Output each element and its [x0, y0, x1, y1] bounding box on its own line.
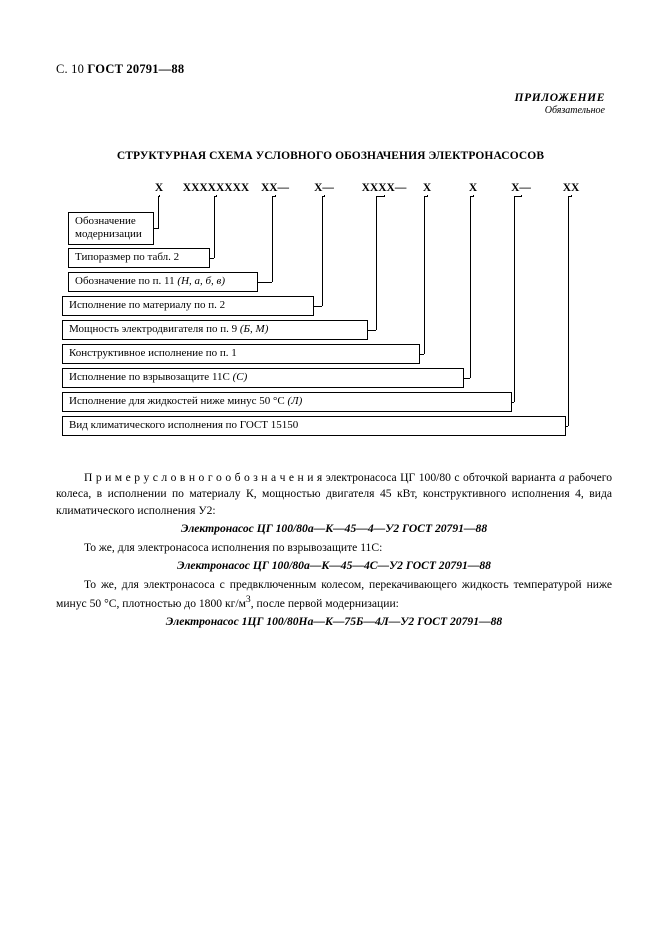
scheme-label-italic: (С) [232, 371, 248, 383]
connector-vertical [376, 196, 377, 330]
scheme-label-climatic: Вид климатического исполнения по ГОСТ 15150 [62, 416, 566, 436]
connector-vertical [424, 196, 425, 354]
appendix-block [515, 92, 605, 116]
connector-token-stub [159, 195, 160, 197]
code-token-8: Х— [511, 182, 531, 194]
connector-vertical [158, 196, 159, 229]
example-code-2: Электронасос ЦГ 100/80а—К—45—4С—У2 ГОСТ 20791—88 [177, 559, 491, 573]
example-paragraph-2: То же, для электронасоса исполнения по взрывозащите 11С: [84, 540, 383, 554]
code-token-6: Х [422, 182, 432, 194]
connector-vertical [322, 196, 323, 306]
connector-token-stub [473, 195, 474, 197]
example-lead-spaced: П р и м е р у с л о в н о г о о б о з н а ч е н и я [84, 471, 323, 484]
code-token-3: ХХ— [260, 182, 290, 194]
connector-vertical [272, 196, 273, 282]
scheme-label-line: Обозначение [75, 215, 136, 227]
scheme-label-modernization [68, 212, 154, 245]
connector-vertical [568, 196, 569, 426]
page-header [56, 62, 184, 77]
structural-scheme-diagram [56, 182, 612, 431]
connector-vertical [470, 196, 471, 378]
scheme-label-motor-power-p9: Мощность электродвигателя по п. 9 (Б, М) [62, 320, 368, 340]
scheme-label-explosion-proof: Исполнение по взрывозащите 11С (С) [62, 368, 464, 388]
scheme-label-italic: (Л) [287, 395, 303, 407]
scheme-label-material-p2: Исполнение по материалу по п. 2 [62, 296, 314, 316]
connector-vertical [214, 196, 215, 258]
code-token-1: Х [154, 182, 164, 194]
connector-token-stub [384, 195, 385, 197]
code-token-2: ХХХХХХХХ [182, 182, 250, 194]
scheme-label-low-temp: Исполнение для жидкостей ниже минус 50 °С (Л) [62, 392, 512, 412]
scheme-label-line: модернизации [75, 228, 142, 241]
example-code-1: Электронасос ЦГ 100/80а—К—45—4—У2 ГОСТ 20791—88 [180, 522, 488, 536]
scheme-label-constructive: Конструктивное исполнение по п. 1 [62, 344, 420, 364]
connector-token-stub [571, 195, 572, 197]
example-paragraph-1: П р и м е р у с л о в н о г о о б о з н а ч е н и я электронасоса ЦГ 100/80 с обточкой варианта а рабочего колеса, в исполнении по материалу К, мощностью двигателя 45 кВт, конструктивного исполнения 4, вида климатического исполнения У2: [56, 471, 612, 517]
code-token-7: Х [468, 182, 478, 194]
scheme-label-italic: (Б, М) [239, 323, 269, 335]
connector-token-stub [275, 195, 276, 197]
scheme-label-typesize: Типоразмер по табл. 2 [68, 248, 210, 268]
connector-token-stub [216, 195, 217, 197]
connector-horizontal [258, 282, 272, 283]
connector-token-stub [427, 195, 428, 197]
appendix-label: ПРИЛОЖЕНИЕ [514, 92, 605, 104]
connector-token-stub [324, 195, 325, 197]
code-token-5: ХХХХ— [361, 182, 407, 194]
connector-vertical [514, 196, 515, 402]
example-code-3: Электронасос 1ЦГ 100/80На—К—75Б—4Л—У2 ГОСТ 20791—88 [165, 615, 503, 629]
example-paragraph-3: То же, для электронасоса с предвключенным колесом, перекачивающего жидкость температурой ниже минус 50 °С, плотностью до 1800 $кг/м^3$, после первой модернизации: [56, 577, 612, 611]
variant-letter: а [559, 471, 565, 484]
page-number: С. 10 [56, 62, 85, 76]
scheme-label-designation-p11: Обозначение по п. 11 (Н, а, б, в) [68, 272, 258, 292]
scheme-label-italic: (Н, а, б, в) [177, 275, 225, 287]
cubic-exponent: 3 [245, 594, 251, 606]
standard-number: ГОСТ 20791—88 [87, 62, 185, 76]
connector-token-stub [521, 195, 522, 197]
code-token-row [56, 182, 612, 198]
code-token-4: Х— [314, 182, 334, 194]
example-text-block [56, 470, 612, 633]
code-token-9: ХХ [562, 182, 580, 194]
appendix-sub: Обязательное [544, 105, 605, 116]
scheme-title: СТРУКТУРНАЯ СХЕМА УСЛОВНОГО ОБОЗНАЧЕНИЯ ЭЛЕКТРОНАСОСОВ [116, 150, 545, 162]
